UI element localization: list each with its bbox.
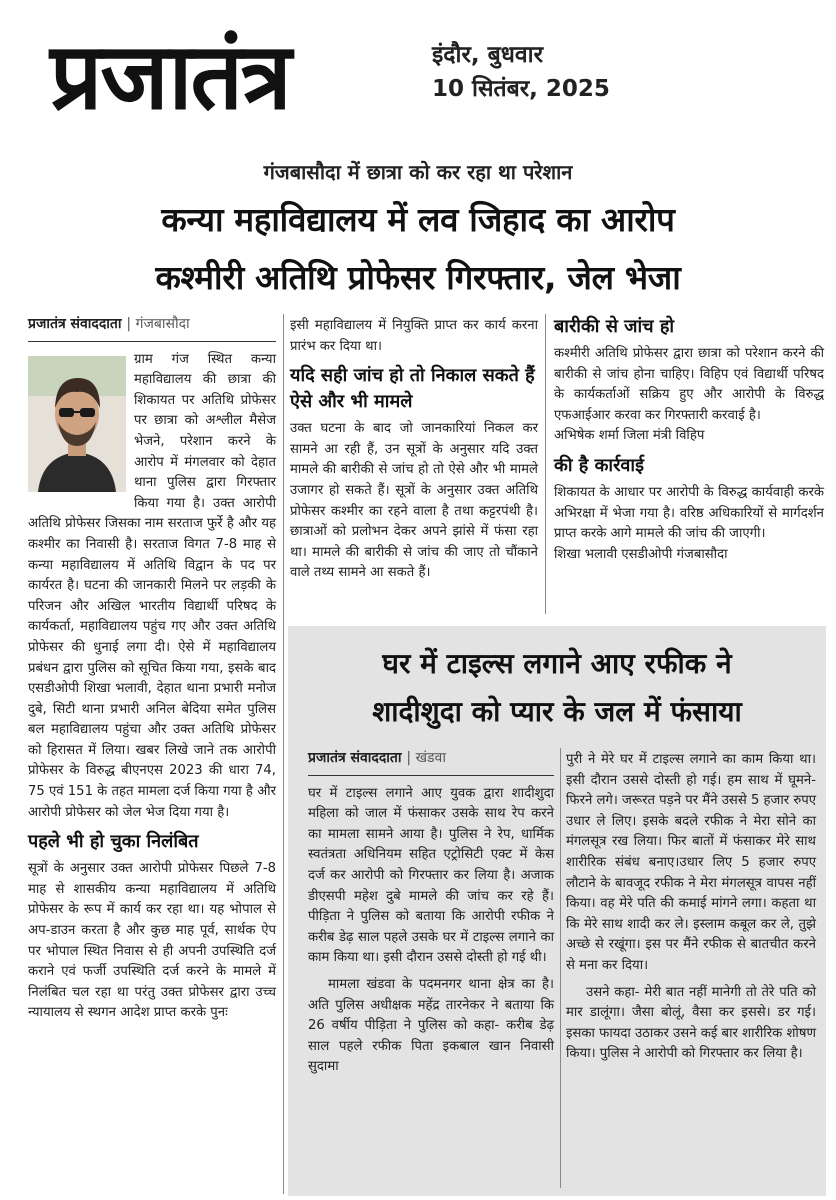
story1-headline-line1: कन्या महाविद्यालय में लव जिहाद का आरोप	[161, 200, 675, 239]
story1-kicker: गंजबासौदा में छात्रा को कर रहा था परेशान	[263, 160, 573, 184]
story2-headline-line2: शादीशुदा को प्यार के जल में फंसाया	[372, 695, 742, 728]
story1-column-3	[554, 308, 824, 565]
byline-location: गंजबासौदा	[135, 316, 190, 332]
city-day: इंदौर, बुधवार	[432, 42, 544, 68]
accused-photo	[28, 356, 126, 492]
story2-paragraph-2: मामला खंडवा के पदमनगर थाना क्षेत्र का है। अति पुलिस अधीक्षक महेंद्र तारनेकर ने बताया कि 26 वर्षीय पीड़िता ने पुलिस को कहा- करीब डेढ़ साल पहले रफीक पिता इकबाल खान निवासी सुदामा	[308, 976, 554, 1075]
story2-column-2	[566, 750, 816, 1065]
story1-quote-attribution-1: अभिषेक शर्मा जिला मंत्री विहिप	[554, 428, 705, 444]
story1-quote-attribution-2: शिखा भलावी एसडीओपी गंजबासौदा	[554, 546, 728, 562]
story2-column-1	[308, 748, 554, 1078]
column-divider	[283, 314, 284, 1194]
story1-subhead-investigation: यदि सही जांच हो तो निकाल सकते हैं ऐसे और भी मामले	[290, 365, 535, 413]
story1-paragraph-4: उक्त घटना के बाद जो जानकारियां निकल कर सामने आ रही हैं, उन सूत्रों के अनुसार यदि उक्त मामले की बारीकी से जांच हो तो ऐसे और भी मामले उजागर हो सकते हैं। सूत्रों के अनुसार उक्त अतिथि प्रोफेसर कश्मीर का रहने वाला है तथा कट्टरपंथी है। छात्राओं को प्रलोभन देकर अपने झांसे में फंसा रहा था। मामले की बारीकी से जांच की जाए तो चौंकाने वाले तथ्य सामने आ सकते हैं।	[290, 421, 538, 581]
column-divider	[545, 314, 546, 614]
dateline	[432, 38, 610, 106]
newspaper-logo: प्रजातंत्र	[50, 23, 290, 130]
portrait-image	[28, 356, 126, 492]
story2-paragraph-1: घर में टाइल्स लगाने आए युवक द्वारा शादीशुदा महिला को जाल में फंसाकर उसके साथ रेप करने का मामला सामने आया है। पुलिस ने रेप, धार्मिक स्वतंत्रता अधिनियम सहित एट्रोसिटी एक्ट में केस दर्ज कर आरोपी को गिरफ्तार कर लिया है। अजाक डीएसपी महेश दुबे मामले की जांच कर रहे हैं। पीड़िता ने पुलिस को बताया कि आरोपी रफीक ने करीब डेढ़ साल पहले उसके घर में टाइल्स लगाने का काम किया था। इसी दौरान उससे दोस्ती हो गई थी।	[308, 785, 554, 966]
story1-paragraph-2: सूत्रों के अनुसार उक्त आरोपी प्रोफेसर पिछले 7-8 माह से शासकीय कन्या महाविद्यालय में अतिथि प्रोफेसर के रूप में कार्य कर रहा था। यह भोपाल से अप-डाउन करता है और कुछ माह पूर्व, सार्थक ऐप पर भोपाल स्थित निवास से ही अपनी उपस्थिति दर्ज कराने एवं फर्जी उपस्थिति दर्ज करने के मामले में निलंबित चल रहा था परंतु उक्त प्रोफेसर द्वारा उच्च न्यायालय से स्थगन आदेश प्राप्त करके पुनः	[28, 861, 276, 1021]
story1-subhead-action: की है कार्रवाई	[554, 454, 644, 476]
story1-column-2	[290, 316, 538, 584]
story1-subhead-suspended: पहले भी हो चुका निलंबित	[28, 831, 199, 853]
story2-paragraph-4: उसने कहा- मेरी बात नहीं मानेगी तो तेरे पति को मार डालूंगा। जैसा बोलूं, वैसा कर इससे। डर गई। इसका फायदा उठाकर उसने कई बार शारीरिक शोषण किया। पुलिस ने आरोपी को गिरफ्तार कर लिया है।	[566, 984, 816, 1062]
masthead	[0, 0, 836, 150]
story1-paragraph-1: ग्राम गंज स्थित कन्या महाविद्यालय की छात्रा की शिकायत पर अतिथि प्रोफेसर पर छात्रा को अश्लील मैसेज भेजने, परेशान करने के आरोप में मंगलवार को देहात थाना पुलिस द्वारा गिरफ्तार किया गया है। उक्त आरोपी अतिथि प्रोफेसर जिसका नाम सरताज फुर्रे है और यह कश्मीर का निवासी है। सरताज विगत 7-8 माह से कन्या महाविद्यालय में अतिथि विद्वान के पद पर कार्यरत है। घटना की जानकारी मिलने पर लड़की के परिजन और अखिल भारतीय विद्यार्थी परिषद के कार्यकर्ता, महाविद्यालय पहुंच गए और उक्त अतिथि प्रोफेसर की धुनाई लगा दी। ऐसे में महाविद्यालय प्रबंधन द्वारा पुलिस को सूचित किया गया, इसके बाद एसडीओपी शिखा भलावी, देहात थाना प्रभारी मनोज दुबे, सिटी थाना प्रभारी अनिल बेदिया समेत पुलिस बल महाविद्यालय पहुंचा और उक्त अतिथि प्रोफेसर को हिरासत में लिया। खबर लिखे जाने तक आरोपी प्रोफेसर के विरुद्ध बीएनएस 2023 की धारा 74, 75 एवं 151 के तहत मामला दर्ज किया गया है और आरोपी प्रोफेसर को जेल भेज दिया गया है।	[28, 351, 276, 820]
story1-byline: प्रजातंत्र संवाददाता | गंजबासौदा	[28, 314, 276, 342]
byline-location: खंडवा	[415, 750, 446, 766]
column-divider	[560, 748, 561, 1188]
byline-name: प्रजातंत्र संवाददाता	[308, 750, 402, 766]
story2-headline-line1: घर में टाइल्स लगाने आए रफीक ने	[382, 647, 732, 680]
story1-subhead-probe: बारीकी से जांच हो	[554, 316, 675, 337]
story1-headline-line2: कश्मीरी अतिथि प्रोफेसर गिरफ्तार, जेल भेजा	[155, 258, 681, 297]
issue-date: 10 सितंबर, 2025	[432, 76, 610, 102]
story1-column-1	[28, 314, 276, 1024]
story2-byline: प्रजातंत्र संवाददाता | खंडवा	[308, 748, 554, 776]
story1-paragraph-6: शिकायत के आधार पर आरोपी के विरुद्ध कार्यवाही करके अभिरक्षा में भेजा गया है। वरिष्ठ अधिकारियों से मार्गदर्शन प्राप्त करके आगे मामले की जांच की जाएगी।	[554, 484, 824, 542]
story2-box	[288, 626, 826, 1196]
story1-paragraph-5: कश्मीरी अतिथि प्रोफेसर द्वारा छात्रा को परेशान करने की बारीकी से जांच होना चाहिए। विहिप एवं विद्यार्थी परिषद के कार्यकर्ताओं सक्रिय हुए और आरोपी के विरुद्ध एफआईआर करवा कर गिरफ्तारी करवाई है।	[554, 346, 824, 423]
story1-paragraph-3: इसी महाविद्यालय में नियुक्ति प्राप्त कर कार्य करना प्रारंभ कर दिया था।	[290, 318, 538, 354]
story2-paragraph-3: पुरी ने मेरे घर में टाइल्स लगाने का काम किया था। इसी दौरान उससे दोस्ती हो गई। हम साथ में घूमने-फिरने लगे। जरूरत पड़ने पर मैंने उससे 5 हजार रुपए उधार ले लिए। इसके बदले रफीक ने मेरा सोने का मंगलसूत्र रख लिया। फिर बातों में फंसाकर मेरे साथ शारीरिक संबंध बनाए।उधार लिए 5 हजार रुपए लौटाने के बावजूद रफीक ने मेरा मंगलसूत्र वापस नहीं किया। वह मेरे पति की कमाई मांगने लगा। कहता था कि मेरे साथ शादी कर ले। इस्लाम कबूल कर ले, तुझे अच्छे से रखूंगा। इस पर मैंने रफीक से बातचीत करने से मना कर दिया।	[566, 752, 816, 973]
byline-name: प्रजातंत्र संवाददाता	[28, 316, 122, 332]
